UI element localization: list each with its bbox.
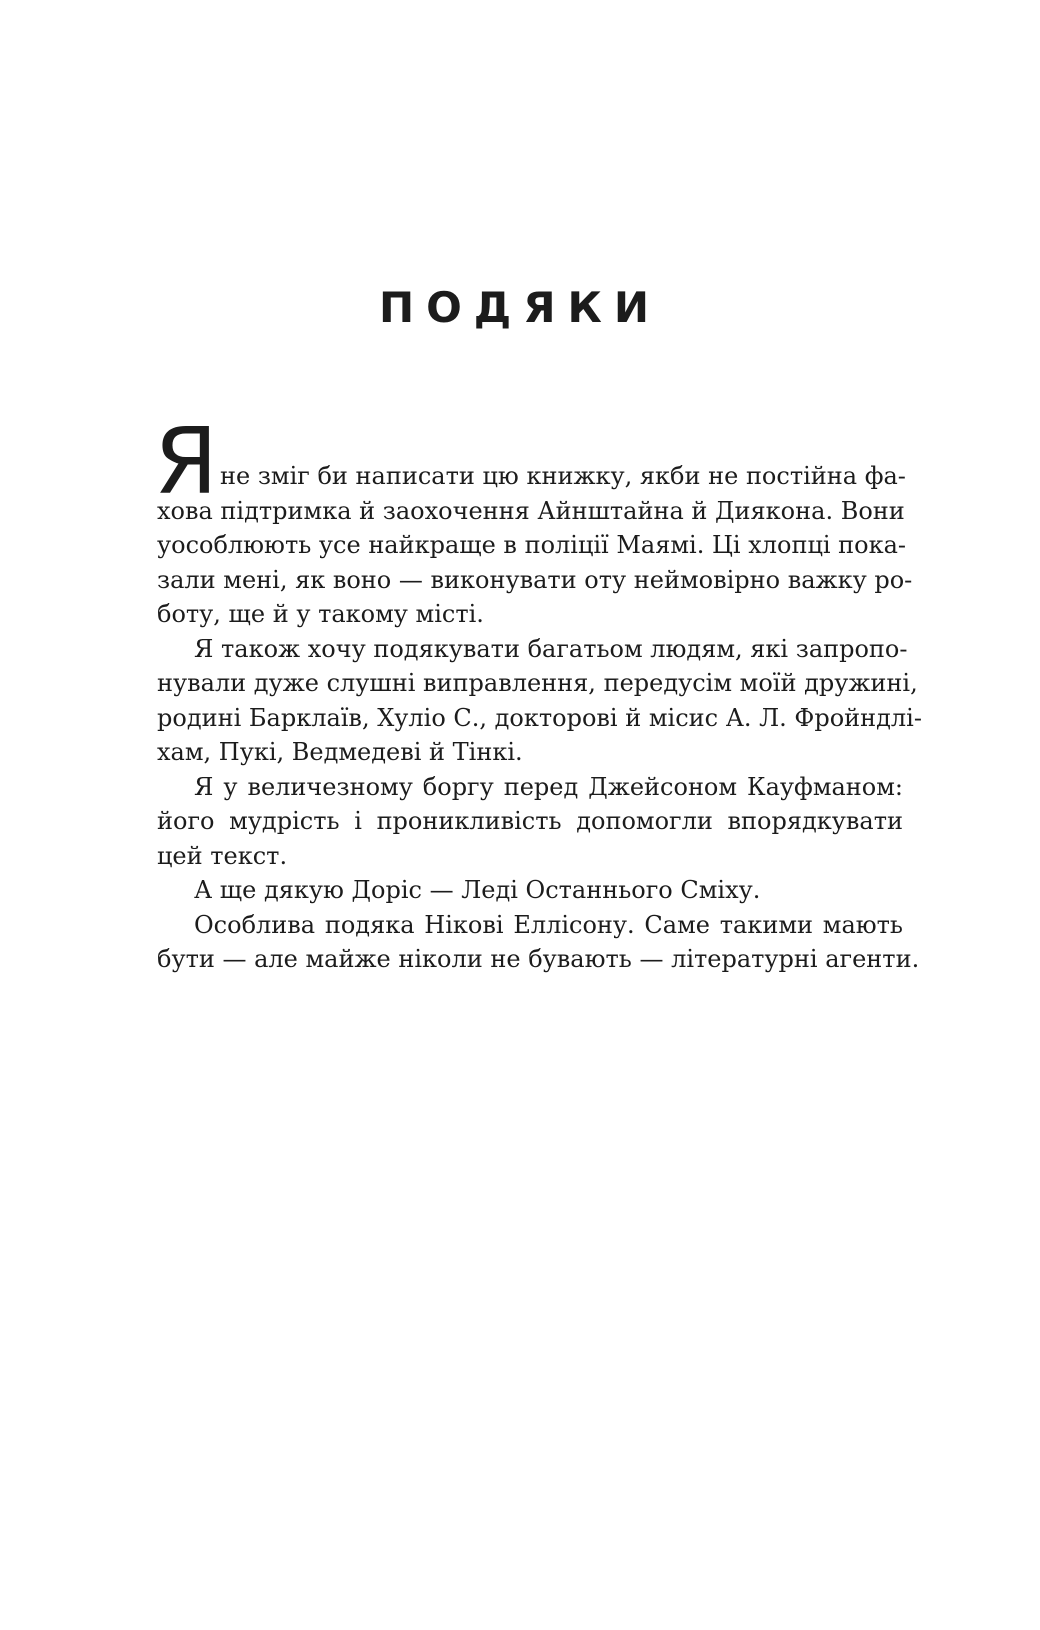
acknowledgements-text: [154, 408, 922, 977]
text-line: нували дуже слушні виправлення, передусім моїй дружині,: [157, 669, 918, 697]
paragraph-5: [157, 908, 920, 977]
text-line: хова підтримка й заохочення Айнштайна й Диякона. Вони: [157, 496, 905, 525]
page-title: ПОДЯКИ: [378, 283, 662, 332]
text-line: боту, ще й у такому місті.: [157, 600, 484, 628]
text-line: цей текст.: [157, 841, 288, 870]
paragraph-1: [154, 408, 913, 632]
text-line: родині Барклаїв, Хуліо С., докторові й місис А. Л. Фройндлі-: [157, 703, 922, 732]
text-line: бути — але майже ніколи не бувають — літературні агенти.: [157, 945, 920, 973]
paragraph-2: [157, 632, 922, 770]
drop-cap: Я: [154, 408, 218, 515]
text-line: Я у величезному боргу перед Джейсоном Кауфманом:: [194, 772, 903, 801]
text-line: А ще дякую Доріс — Леді Останнього Сміху.: [194, 876, 761, 904]
paragraph-4: [157, 873, 903, 908]
text-line: його мудрість і проникливість допомогли впорядкувати: [157, 807, 903, 835]
text-line: Я також хочу подякувати багатьом людям, які запропо-: [194, 634, 908, 663]
paragraph-3: [157, 770, 903, 874]
text-line: хам, Пукі, Ведмедеві й Тінкі.: [157, 738, 523, 766]
text-line: уособлюють усе найкраще в поліції Маямі. Ці хлопці пока-: [157, 531, 907, 559]
text-line: зали мені, як воно — виконувати оту неймовірно важку ро-: [157, 565, 913, 594]
text-line: Особлива подяка Нікові Еллісону. Саме такими мають: [194, 910, 903, 939]
text-line: не зміг би написати цю книжку, якби не постійна фа-: [220, 462, 906, 490]
